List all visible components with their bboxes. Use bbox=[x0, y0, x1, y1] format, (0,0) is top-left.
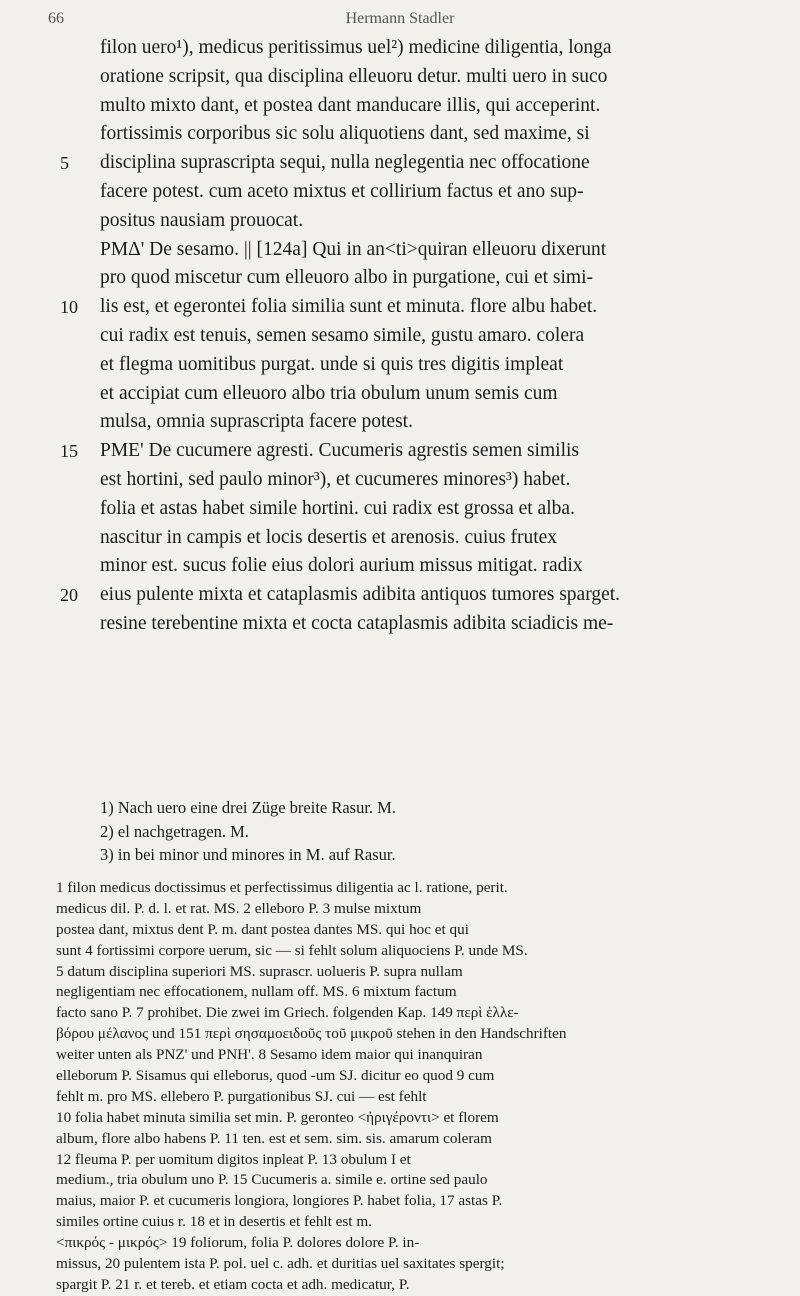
apparatus-line: <πικρός - μικρός> 19 foliorum, folia P. dolores dolore P. in- bbox=[56, 1234, 420, 1252]
text-line bbox=[60, 581, 772, 610]
apparatus-line: postea dant, mixtus dent P. m. dant postea dantes MS. qui hoc et qui bbox=[56, 920, 469, 938]
apparatus-line: spargit P. 21 r. et tereb. et etiam cocta et adh. medicatur, P. bbox=[56, 1275, 410, 1293]
line-text: resine terebentine mixta et cocta cataplasmis adibita sciadicis me- bbox=[100, 612, 614, 634]
text-line bbox=[60, 293, 772, 322]
text-line bbox=[100, 178, 772, 207]
apparatus-line: elleborum P. Sisamus qui elleborus, quod -um SJ. dicitur eo quod 9 cum bbox=[56, 1067, 495, 1085]
apparatus-line: album, flore albo habens P. 11 ten. est et sem. sim. sis. amarum coleram bbox=[56, 1129, 492, 1147]
apparatus-line: missus, 20 pulentem ista P. pol. uel c. adh. et duritias uel saxitates spergit; bbox=[56, 1255, 505, 1273]
line-text: fortissimis corporibus sic solu aliquotiens dant, sed maxime, si bbox=[100, 123, 590, 145]
line-text: et accipiat cum elleuoro albo tria obulum unum semis cum bbox=[100, 382, 558, 404]
footnotes bbox=[100, 796, 772, 867]
text-line bbox=[100, 63, 772, 92]
line-number: 15 bbox=[60, 441, 78, 462]
line-text: lis est, et egerontei folia similia sunt et minuta. flore albu habet. bbox=[100, 296, 598, 318]
line-text: filon uero¹), medicus peritissimus uel²) medicine diligentia, longa bbox=[100, 37, 612, 58]
line-text: oratione scripsit, qua disciplina elleuoru detur. multi uero in suco bbox=[100, 65, 608, 87]
line-text: positus nausiam prouocat. bbox=[100, 209, 304, 231]
line-text: mulsa, omnia suprascripta facere potest. bbox=[100, 411, 413, 433]
text-line bbox=[100, 322, 772, 351]
line-text: pro quod miscetur cum elleuoro albo in purgatione, cui et simi- bbox=[100, 267, 593, 289]
page-header bbox=[0, 10, 800, 32]
text-line bbox=[100, 552, 772, 581]
apparatus-line: maius, maior P. et cucumeris longiora, longiores P. habet folia, 17 astas P. bbox=[56, 1192, 503, 1210]
text-line bbox=[60, 149, 772, 178]
line-text: disciplina suprascripta sequi, nulla neglegentia nec offocatione bbox=[100, 152, 590, 174]
text-line bbox=[100, 408, 772, 437]
line-text: et flegma uomitibus purgat. unde si quis tres digitis impleat bbox=[100, 353, 564, 375]
main-text bbox=[60, 34, 772, 639]
line-text: nascitur in campis et locis desertis et arenosis. cuius frutex bbox=[100, 526, 558, 548]
apparatus-line: 1 filon medicus doctissimus et perfectissimus diligentia ac l. ratione, perit. bbox=[56, 879, 508, 896]
page-number: 66 bbox=[48, 10, 64, 27]
text-line bbox=[100, 236, 772, 265]
line-text: minor est. sucus folie eius dolori aurium missus mitigat. radix bbox=[100, 555, 583, 577]
apparatus-line: medium., tria obulum uno P. 15 Cucumeris a. simile e. ortine sed paulo bbox=[56, 1171, 488, 1189]
apparatus-line: 12 fleuma P. per uomitum digitos inpleat P. 13 obulum I et bbox=[56, 1150, 411, 1168]
text-line bbox=[100, 380, 772, 409]
line-text: eius pulente mixta et cataplasmis adibita antiquos tumores sparget. bbox=[100, 584, 621, 606]
line-number: 5 bbox=[60, 153, 69, 174]
line-text: PME' De cucumere agresti. Cucumeris agrestis semen similis bbox=[100, 440, 579, 462]
apparatus-line: 10 folia habet minuta similia set min. P. geronteo <ἠριγέροντι> et florem bbox=[56, 1108, 499, 1126]
text-line bbox=[100, 34, 772, 63]
text-line bbox=[100, 610, 772, 639]
text-line bbox=[100, 524, 772, 553]
line-text: folia et astas habet simile hortini. cui radix est grossa et alba. bbox=[100, 497, 575, 519]
apparatus-line: βόρου μέλανος und 151 περὶ σησαμοειδοῦς τοῦ μικροῦ stehen in den Handschriften bbox=[56, 1025, 567, 1043]
text-line bbox=[100, 120, 772, 149]
apparatus-line: sunt 4 fortissimi corpore uerum, sic — si fehlt solum aliquociens P. unde MS. bbox=[56, 941, 528, 959]
line-text: multo mixto dant, et postea dant manducare illis, qui acceperint. bbox=[100, 94, 601, 116]
footnote: 2) el nachgetragen. M. bbox=[100, 821, 249, 841]
running-title: Hermann Stadler bbox=[345, 10, 455, 27]
apparatus-line: facto sano P. 7 prohibet. Die zwei im Griech. folgenden Kap. 149 περὶ ἑλλε- bbox=[56, 1004, 519, 1022]
apparatus-line: similes ortine cuius r. 18 et in desertis et fehlt est m. bbox=[56, 1213, 372, 1231]
apparatus-line: medicus dil. P. d. l. et rat. MS. 2 elleboro P. 3 mulse mixtum bbox=[56, 899, 422, 917]
text-line bbox=[100, 495, 772, 524]
line-number: 20 bbox=[60, 585, 78, 606]
line-text: facere potest. cum aceto mixtus et collirium factus et ano sup- bbox=[100, 180, 584, 202]
text-line bbox=[100, 466, 772, 495]
apparatus-line: 5 datum disciplina superiori MS. suprascr. uolueris P. supra nullam bbox=[56, 962, 463, 980]
apparatus-line: fehlt m. pro MS. ellebero P. purgationibus SJ. cui — est fehlt bbox=[56, 1087, 427, 1105]
line-number: 10 bbox=[60, 297, 78, 318]
text-line bbox=[100, 351, 772, 380]
text-line bbox=[100, 92, 772, 121]
text-line bbox=[60, 437, 772, 466]
footnote: 1) Nach uero eine drei Züge breite Rasur. M. bbox=[100, 798, 396, 817]
line-text: cui radix est tenuis, semen sesamo simile, gustu amaro. colera bbox=[100, 324, 585, 346]
text-line bbox=[100, 207, 772, 236]
line-text: est hortini, sed paulo minor³), et cucumeres minores³) habet. bbox=[100, 468, 571, 490]
line-text: PMΔ' De sesamo. || [124a] Qui in an<ti>quiran elleuoru dixerunt bbox=[100, 238, 607, 260]
text-line bbox=[100, 264, 772, 293]
footnote: 3) in bei minor und minores in M. auf Rasur. bbox=[100, 845, 396, 864]
critical-apparatus bbox=[56, 878, 772, 1296]
apparatus-line: weiter unten als PNZ' und PNH'. 8 Sesamo idem maior qui inanquiran bbox=[56, 1046, 483, 1064]
apparatus-line: negligentiam nec effocationem, nullam off. MS. 6 mixtum factum bbox=[56, 983, 457, 1001]
